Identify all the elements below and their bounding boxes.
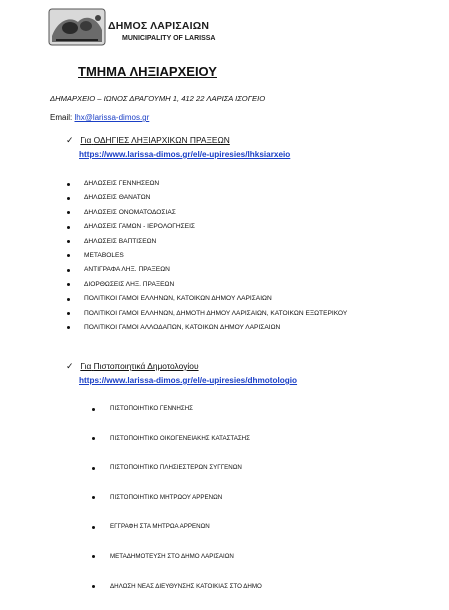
- list-item-label: ΑΝΤΙΓΡΑΦΑ ΛΗΞ. ΠΡΑΞΕΩΝ: [84, 266, 170, 274]
- checkmark-icon: ✓: [66, 361, 74, 371]
- bullet-icon: [67, 197, 70, 200]
- bullet-icon: [92, 437, 95, 440]
- bullet-icon: [67, 254, 70, 257]
- list-item-label: ΔΗΛΩΣΕΙΣ ΟΝΟΜΑΤΟΔΟΣΙΑΣ: [84, 208, 176, 216]
- list-item-label: ΠΙΣΤΟΠΟΙΗΤΙΚΟ ΓΕΝΝΗΣΗΣ: [110, 405, 193, 412]
- email-line: [50, 113, 149, 122]
- bullet-icon: [92, 496, 95, 499]
- list-item-label: ΔΗΛΩΣΕΙΣ ΓΕΝΝΗΣΕΩΝ: [84, 180, 160, 187]
- list-item-label: METABOLES: [84, 251, 124, 259]
- list-item: [110, 403, 262, 433]
- list-item: [84, 278, 347, 292]
- list-item: [84, 235, 347, 249]
- checkmark-icon: ✓: [66, 135, 74, 145]
- section-title-registry-instructions: [66, 135, 230, 146]
- list-item-label: ΕΓΓΡΑΦΗ ΣΤΑ ΜΗΤΡΩΑ ΑΡΡΕΝΩΝ: [110, 523, 210, 531]
- bullet-icon: [92, 408, 95, 411]
- list-item: [84, 263, 347, 277]
- list-item: [84, 177, 347, 191]
- list-item-label: ΜΕΤΑΔΗΜΟΤΕΥΣΗ ΣΤΟ ΔΗΜΟ ΛΑΡΙΣΑΙΩΝ: [110, 552, 234, 560]
- municipality-subtitle: MUNICIPALITY OF LARISSA: [122, 35, 216, 42]
- address-line: ΔΗΜΑΡΧΕΙΟ – ΙΩΝΟΣ ΔΡΑΓΟΥΜΗ 1, 412 22 ΛΑΡΙΣΑ ΙΣΟΓΕΙΟ: [50, 94, 266, 103]
- bullet-icon: [92, 467, 95, 470]
- list-item: [110, 433, 262, 463]
- list-item: [84, 206, 347, 220]
- municipality-title: ΔΗΜΟΣ ΛΑΡΙΣΑΙΩΝ: [108, 20, 210, 32]
- list-item: [84, 307, 347, 321]
- list-item: [110, 551, 262, 581]
- list-item: [110, 581, 262, 610]
- list-item: [110, 492, 262, 522]
- list-item-label: ΔΗΛΩΣΗ ΝΕΑΣ ΔΙΕΥΘΥΝΣΗΣ ΚΑΤΟΙΚΙΑΣ ΣΤΟ ΔΗΜΟ: [110, 582, 262, 590]
- list-item-label: ΠΟΛΙΤΙΚΟΙ ΓΑΜΟΙ ΕΛΛΗΝΩΝ, ΔΗΜΟΤΗ ΔΗΜΟΥ ΛΑΡΙΣΑΙΩΝ, ΚΑΤΟΙΚΩΝ ΕΞΩΤΕΡΙΚΟΥ: [84, 309, 348, 317]
- bullet-icon: [67, 226, 70, 229]
- list-item: [84, 321, 347, 335]
- list-item-label: ΠΟΛΙΤΙΚΟΙ ΓΑΜΟΙ ΑΛΛΟΔΑΠΩΝ, ΚΑΤΟΙΚΩΝ ΔΗΜΟΥ ΛΑΡΙΣΑΙΩΝ: [84, 323, 281, 331]
- list-item-label: ΔΗΛΩΣΕΙΣ ΒΑΠΤΙΣΕΩΝ: [84, 237, 157, 245]
- municipal-registry-link[interactable]: https://www.larissa-dimos.gr/el/e-upiresies/dhmotologio: [79, 376, 298, 385]
- list-item-label: ΔΗΛΩΣΕΙΣ ΘΑΝΑΤΩΝ: [84, 194, 151, 202]
- list-item: [84, 292, 347, 306]
- municipality-emblem-icon: [48, 6, 106, 48]
- bullet-icon: [67, 183, 70, 186]
- list-item: [110, 462, 262, 492]
- list-item-label: ΠΙΣΤΟΠΟΙΗΤΙΚΟ ΜΗΤΡΩΟΥ ΑΡΡΕΝΩΝ: [110, 493, 223, 501]
- email-label: Email:: [50, 113, 73, 122]
- bullet-icon: [67, 283, 70, 286]
- bullet-icon: [67, 298, 70, 301]
- bullet-icon: [92, 555, 95, 558]
- registry-link[interactable]: https://www.larissa-dimos.gr/el/e-upiresies/lhksiarxeio: [79, 150, 291, 159]
- section-title-text: Για Πιστοποιητικά Δημοτολογίου: [80, 361, 199, 371]
- list-item-label: ΔΗΛΩΣΕΙΣ ΓΑΜΩΝ - ΙΕΡΟΛΟΓΗΣΕΙΣ: [84, 223, 195, 231]
- municipal-certificates-list: [110, 403, 262, 610]
- section-title-text: Για ΟΔΗΓΙΕΣ ΛΗΞΙΑΡΧΙΚΩΝ ΠΡΑΞΕΩΝ: [80, 135, 230, 145]
- bullet-icon: [92, 526, 95, 529]
- list-item-label: ΠΙΣΤΟΠΟΙΗΤΙΚΟ ΟΙΚΟΓΕΝΕΙΑΚΗΣ ΚΑΤΑΣΤΑΣΗΣ: [110, 434, 250, 442]
- bullet-icon: [67, 269, 70, 272]
- list-item: [84, 191, 347, 205]
- list-item: [84, 249, 347, 263]
- list-item: [110, 521, 262, 551]
- bullet-icon: [67, 312, 70, 315]
- bullet-icon: [67, 211, 70, 214]
- list-item: [84, 220, 347, 234]
- bullet-icon: [92, 585, 95, 588]
- email-link[interactable]: lhx@larissa-dimos.gr: [74, 113, 150, 122]
- list-item-label: ΠΟΛΙΤΙΚΟΙ ΓΑΜΟΙ ΕΛΛΗΝΩΝ, ΚΑΤΟΙΚΩΝ ΔΗΜΟΥ ΛΑΡΙΣΑΙΩΝ: [84, 295, 272, 303]
- bullet-icon: [67, 240, 70, 243]
- municipality-logo: [48, 6, 216, 54]
- registry-instructions-list: [84, 177, 347, 335]
- list-item-label: ΔΙΟΡΘΩΣΕΙΣ ΛΗΞ. ΠΡΑΞΕΩΝ: [84, 280, 175, 288]
- bullet-icon: [67, 326, 70, 329]
- list-item-label: ΠΙΣΤΟΠΟΙΗΤΙΚΟ ΠΛΗΣΙΕΣΤΕΡΩΝ ΣΥΓΓΕΝΩΝ: [110, 464, 242, 472]
- section-title-municipal-certificates: [66, 361, 199, 372]
- page-title: ΤΜΗΜΑ ΛΗΞΙΑΡΧΕΙΟΥ: [78, 64, 217, 79]
